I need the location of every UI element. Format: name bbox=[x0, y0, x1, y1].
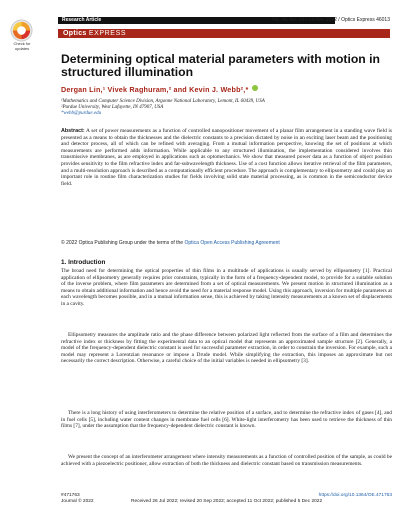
body-paragraph-1: The broad need for determining the optical properties of thin films in a multitude of applications is usually served by ellipsometry [1]. Practical application of ellipsometry generally requires prior constraints, typically in the form of a frequency-dependent model, to provide for a suitable solution of the inverse problem, where film parameters are determined from a set of optical measurements. We present motion in structured illumination as a means to obtain additional information and hence avoid the need for a material response model. Using this approach, inversion for multiple parameters at each wavelength becomes possible, and in a mutual information sense, this is achieved by taking intensity measurements at a known set of displacements in a cavity. bbox=[61, 268, 392, 307]
page-footer bbox=[61, 493, 392, 505]
body-paragraph-2: Ellipsometry measures the amplitude ratio and the phase difference between polarized light reflected from the surface of a film and determines the refractive index or thickness by fitting the experimental data to an optical model that represents an approximated sample structure [2]. Generally, a model of the frequency-dependent dielectric constant is used for successful parameter extraction, in order to constrain the inversion. For example, such a model may represent a Lorentzian resonance or impose a Drude model. While simplifying the extraction, this imposes an approximate but not necessarily the correct description. Otherwise, a careful choice of the initial variables is needed in ellipsometry [3]. bbox=[61, 332, 392, 365]
authors-text: Dergan Lin,¹ Vivek Raghuram,² and Kevin J. Webb²,* bbox=[61, 85, 249, 94]
article-id: #471763 bbox=[61, 493, 80, 498]
body-paragraph-3: There is a long history of using interferometers to determine the relative position of a surface, and to determine the refractive index of gases [4], and in fuel cells [5], including water content changes in membrane fuel cells [6]. White-light interferometry has been used to retrieve the thickness of thin films [7], under the assumption that the frequency-dependent dielectric constant is known. bbox=[61, 410, 392, 430]
abstract-label: Abstract: bbox=[61, 128, 85, 134]
journal-copyright: Journal © 2022 bbox=[61, 499, 94, 504]
affiliation-2: ²Purdue University, West Lafayette, IN 47907, USA bbox=[61, 105, 164, 110]
publication-dates: Received 26 Jul 2022; revised 20 Sep 2022; accepted 11 Oct 2022; published 5 Dec 2022 bbox=[131, 499, 323, 504]
check-for-updates-label[interactable]: Check for updates bbox=[13, 41, 31, 51]
open-access-agreement-link[interactable]: Optica Open Access Publishing Agreement bbox=[184, 240, 280, 246]
copyright-notice: © 2022 Optica Publishing Group under the terms of the Optica Open Access Publishing Agreement bbox=[61, 240, 280, 246]
journal-citation: Vol. 30, No. 26 / 19 Dec 2022 / Optics Express 46013 bbox=[271, 17, 390, 23]
corresponding-email[interactable]: *webb@purdue.edu bbox=[61, 111, 102, 116]
journal-brand: Optics EXPRESS bbox=[63, 30, 127, 37]
doi-link[interactable]: https://doi.org/10.1364/OE.471763 bbox=[318, 493, 392, 498]
section-heading-introduction: 1. Introduction bbox=[61, 259, 106, 266]
journal-brand-bar bbox=[58, 29, 390, 38]
author-list bbox=[61, 85, 258, 94]
paper-title: Determining optical material parameters with motion in structured illumination bbox=[61, 52, 380, 79]
affiliation-1: ¹Mathematics and Computer Science Division, Argonne National Laboratory, Lemont, IL 60439, USA bbox=[61, 99, 265, 104]
check-for-updates-icon[interactable] bbox=[10, 19, 33, 42]
article-type: Research Article bbox=[62, 17, 102, 23]
orcid-icon[interactable] bbox=[252, 85, 258, 91]
abstract-text: A set of power measurements as a function of controlled nanopositioner movement of a planar film arrangement in a standing wave field is presented as a means to obtain the thicknesses and the dielectric constants to a precision dictated by noise in an exciting laser beam and the positioning and detector process, all of which can be refined with averaging. From a mutual information perspective, knowing the set of positions at which measurements are performed adds information. While applicable to any structured illumination, the implementation considered involves thin transmissive membranes, as are employed in applications such as optomechanics. We show that measured power data as a function of object position provides sensitivity to the film refractive index and far-subwavelength thickness. Use of a cost function allows iterative retrieval of the film parameters, and a multi-resolution approach is described as a computationally efficient procedure. The approach is complementary to ellipsometry and could play an important role in routine film characterization studies for fields involving solid state material processing, as is common in the semiconductor device field. bbox=[61, 128, 392, 187]
abstract bbox=[61, 128, 392, 187]
body-paragraph-4: We present the concept of an interferometer arrangement where intensity measurements as a function of controlled position of the sample, as could be achieved with a piezoelectric positioner, allow extraction of both the thickness and dielectric constant based on transmission measurements. bbox=[61, 454, 392, 467]
